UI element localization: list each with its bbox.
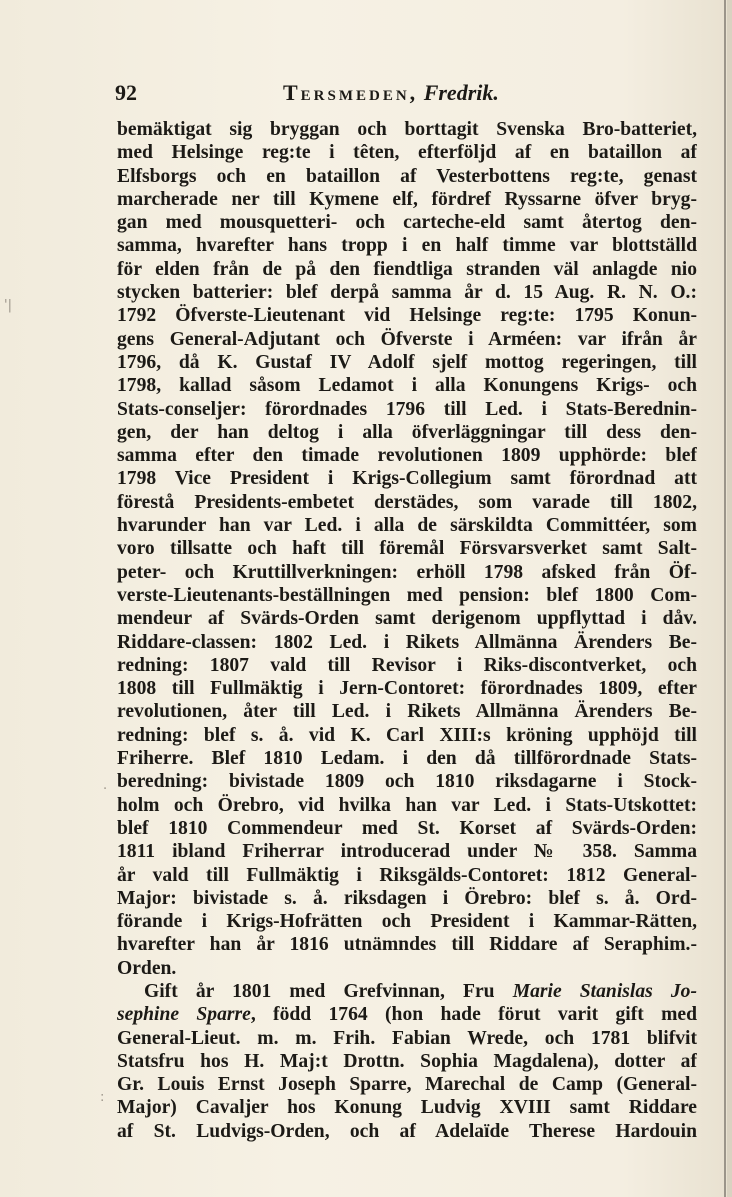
text-line: år vald till Fullmäktig i Riksgälds-Contoret: 1812 General-	[117, 864, 697, 886]
text-line: 1798, kallad såsom Ledamot i alla Konungens Krigs- och	[117, 375, 697, 397]
text-line: holm och Örebro, vid hvilka han var Led. i Stats-Utskottet:	[117, 794, 697, 816]
text-line: revolutionen, åter till Led. i Rikets Allmänna Ärenders Be-	[117, 701, 697, 723]
text-line: redning: 1807 vald till Revisor i Riks-discontverket, och	[117, 654, 697, 676]
text-line: Major: bivistade s. å. riksdagen i Örebro: blef s. å. Ord-	[117, 887, 697, 909]
text-line: 1792 Öfverste-Lieutenant vid Helsinge reg:te: 1795 Konun-	[117, 305, 697, 327]
text-line: Friherre. Blef 1810 Ledam. i den då tillförordnade Stats-	[117, 748, 697, 770]
page-edge-shadow	[727, 0, 732, 1197]
text-line: 1798 Vice President i Krigs-Collegium samt förordnad att	[117, 468, 697, 490]
text-line: samma efter den timade revolutionen 1809 upphörde: blef	[117, 445, 697, 467]
body-text	[117, 118, 697, 1143]
text-line: 1808 till Fullmäktig i Jern-Contoret: förordnades 1809, efter	[117, 678, 697, 700]
text-line: beredning: bivistade 1809 och 1810 riksdagarne i Stock-	[117, 771, 697, 793]
page-edge-line	[724, 0, 726, 1197]
text-line: marcherade ner till Kymene elf, fördref Ryssarne öfver bryg-	[117, 188, 697, 210]
text-line: voro tillsatte och haft till föremål Försvarsverket samt Salt-	[117, 538, 697, 560]
running-title-surname: Tersmeden,	[283, 80, 419, 105]
text-line: redning: blef s. å. vid K. Carl XIII:s kröning upphöjd till	[117, 724, 697, 746]
text-line: peter- och Kruttillverkningen: erhöll 1798 afsked från Öf-	[117, 561, 697, 583]
text-line: förestå Presidents-embetet derstädes, som varade till 1802,	[117, 491, 697, 513]
text-line: af St. Ludvigs-Orden, och af Adelaïde Therese Hardouin	[117, 1120, 697, 1142]
text-line: bemäktigat sig bryggan och borttagit Svenska Bro-batteriet,	[117, 119, 697, 140]
page-number: 92	[115, 80, 137, 105]
running-title-given-name: Fredrik.	[423, 80, 499, 105]
page-header	[115, 80, 635, 108]
text-line: 1796, då K. Gustaf IV Adolf sjelf mottog regeringen, till	[117, 351, 697, 373]
text-line: Orden.	[117, 957, 177, 979]
paragraph-marriage	[117, 980, 697, 1143]
text-line: Elfsborgs och en bataillon af Vesterbottens reg:te, genast	[117, 165, 697, 187]
text-line: gens General-Adjutant och Öfverste i Arméen: var ifrån år	[117, 328, 697, 350]
text-line: gan med mousquetteri- och carteche-eld samt återtog den-	[117, 212, 697, 234]
margin-mark: :	[100, 1090, 105, 1105]
text-line: samma, hvarefter hans tropp i en half timme var blottställd	[117, 235, 697, 257]
text-line: gen, der han deltog i alla öfverläggningar till dess den-	[117, 421, 697, 443]
text-line: hvarunder han var Led. i alla de särskildta Committéer, som	[117, 515, 697, 537]
text-line: Gr. Louis Ernst Joseph Sparre, Marechal de Camp (General-	[117, 1074, 697, 1096]
text-line: Major) Cavaljer hos Konung Ludvig XVIII samt Riddare	[117, 1097, 697, 1119]
text-line: General-Lieut. m. m. Frih. Fabian Wrede, och 1781 blifvit	[117, 1027, 697, 1049]
text-line: 1811 ibland Friherrar introducerad under № 358. Samma	[117, 841, 697, 863]
text-line: stycken batterier: blef derpå samma år d. 15 Aug. R. N. O.:	[117, 282, 697, 304]
text-line: Stats-conseljer: förordnades 1796 till Led. i Stats-Berednin-	[117, 398, 697, 420]
text-line: verste-Lieutenants-beställningen med pension: blef 1800 Com-	[117, 584, 697, 606]
text-line: mendeur af Svärds-Orden samt derigenom uppflyttad i dåv.	[117, 608, 697, 630]
margin-mark: '|	[4, 298, 12, 313]
paragraph-biography	[117, 118, 697, 980]
text-line: för elden från de på den fiendtliga stranden väl anlagde nio	[117, 258, 697, 280]
text-line: Statsfru hos H. Maj:t Drottn. Sophia Magdalena), dotter af	[117, 1050, 697, 1072]
text-line: med Helsinge reg:te i têten, efterföljd af en bataillon af	[117, 142, 697, 164]
running-title	[283, 80, 499, 106]
text-line: Riddare-classen: 1802 Led. i Rikets Allmänna Ärenders Be-	[117, 631, 697, 653]
text-line: sephine Sparre, född 1764 (hon hade förut varit gift med	[117, 1004, 697, 1026]
margin-mark: .	[103, 778, 108, 793]
text-line: hvarefter han år 1816 utnämndes till Riddare af Seraphim.-	[117, 934, 697, 956]
text-line: Gift år 1801 med Grefvinnan, Fru Marie Stanislas Jo-	[144, 980, 697, 1002]
text-line: blef 1810 Commendeur med St. Korset af Svärds-Orden:	[117, 817, 697, 839]
text-line: förande i Krigs-Hofrätten och President i Kammar-Rätten,	[117, 911, 697, 933]
